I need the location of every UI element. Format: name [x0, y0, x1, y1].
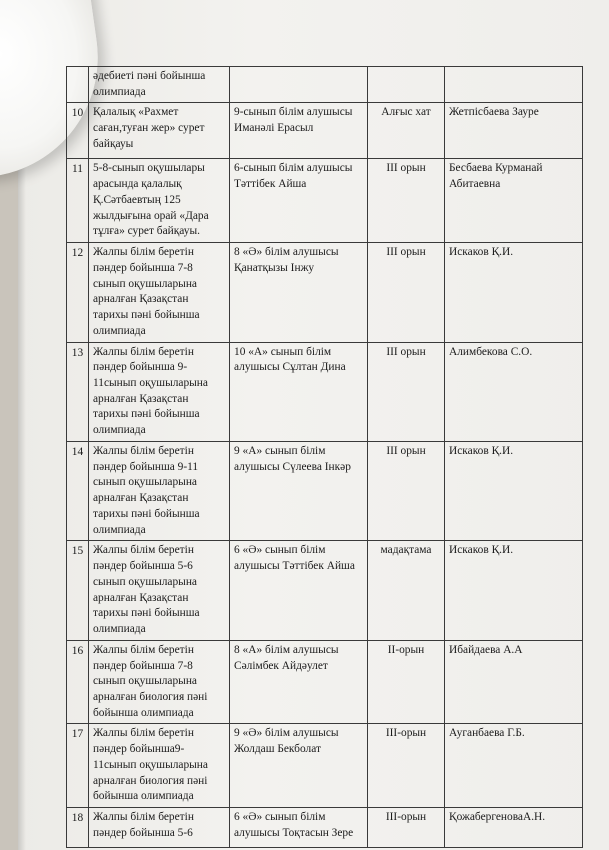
award-cell: Алғыс хат [368, 103, 445, 159]
row-number: 13 [67, 342, 89, 441]
row-number: 15 [67, 541, 89, 640]
student-cell: 6-сынып білім алушысы Тәттібек Айша [230, 159, 368, 243]
event-cell: әдебиеті пәні бойынша олимпиада [89, 67, 230, 103]
teacher-cell: Жетпісбаева Зауре [445, 103, 583, 159]
event-cell: Жалпы білім беретін пәндер бойынша 5-6 сынып оқушыларына арналған Қазақстан тарихы пәні бойынша олимпиада [89, 541, 230, 640]
student-cell: 9 «Ә» білім алушысы Жолдаш Бекболат [230, 724, 368, 808]
award-cell: ІІІ орын [368, 243, 445, 342]
student-cell: 9-сынып білім алушысы Иманәлі Ерасыл [230, 103, 368, 159]
event-cell: Жалпы білім беретін пәндер бойынша 9-11 сынып оқушыларына арналған Қазақстан тарихы пәні бойынша олимпиада [89, 441, 230, 540]
award-cell [368, 67, 445, 103]
event-cell: 5-8-сынып оқушылары арасында қалалық Қ.Сәтбаевтың 125 жылдығына орай «Дара тұлға» сурет байқауы. [89, 159, 230, 243]
teacher-cell: Ибайдаева А.А [445, 640, 583, 724]
teacher-cell: Ауганбаева Г.Б. [445, 724, 583, 808]
student-cell [230, 67, 368, 103]
row-number: 16 [67, 640, 89, 724]
student-cell: 6 «Ә» сынып білім алушысы Тоқтасын Зере [230, 808, 368, 848]
row-number: 17 [67, 724, 89, 808]
row-number: 12 [67, 243, 89, 342]
event-cell: Жалпы білім беретін пәндер бойынша 7-8 сынып оқушыларына арналған биология пәні бойынша олимпиада [89, 640, 230, 724]
event-cell: Жалпы білім беретін пәндер бойынша 9-11сынып оқушыларына арналған Қазақстан тарихы пәні бойынша олимпиада [89, 342, 230, 441]
table-row [67, 640, 583, 724]
student-cell: 10 «А» сынып білім алушысы Сұлтан Дина [230, 342, 368, 441]
table-row [67, 67, 583, 103]
row-number: 10 [67, 103, 89, 159]
event-cell: Жалпы білім беретін пәндер бойынша9-11сынып оқушыларына арналған биология пәні бойынша олимпиада [89, 724, 230, 808]
award-cell: ІІІ орын [368, 441, 445, 540]
award-cell: ІІІ орын [368, 342, 445, 441]
award-cell: мадақтама [368, 541, 445, 640]
teacher-cell: Искаков Қ.И. [445, 541, 583, 640]
teacher-cell: Искаков Қ.И. [445, 243, 583, 342]
teacher-cell [445, 67, 583, 103]
event-cell: Жалпы білім беретін пәндер бойынша 5-6 [89, 808, 230, 848]
table-row [67, 342, 583, 441]
awards-table [66, 66, 583, 848]
event-cell: Қалалық «Рахмет саған,туған жер» сурет байқауы [89, 103, 230, 159]
row-number: 11 [67, 159, 89, 243]
table-row [67, 159, 583, 243]
student-cell: 6 «Ә» сынып білім алушысы Тәттібек Айша [230, 541, 368, 640]
teacher-cell: Бесбаева Курманай Абитаевна [445, 159, 583, 243]
row-number: 18 [67, 808, 89, 848]
teacher-cell: Алимбекова С.О. [445, 342, 583, 441]
award-cell: ІІІ орын [368, 159, 445, 243]
student-cell: 8 «А» білім алушысы Сәлімбек Айдәулет [230, 640, 368, 724]
student-cell: 8 «Ә» білім алушысы Қанатқызы Інжу [230, 243, 368, 342]
table-row [67, 243, 583, 342]
award-cell: ІІІ-орын [368, 724, 445, 808]
table-row [67, 103, 583, 159]
teacher-cell: Искаков Қ.И. [445, 441, 583, 540]
row-number: 14 [67, 441, 89, 540]
award-cell: ІІІ-орын [368, 808, 445, 848]
table-row [67, 808, 583, 848]
award-cell: ІІ-орын [368, 640, 445, 724]
student-cell: 9 «А» сынып білім алушысы Сүлеева Інкәр [230, 441, 368, 540]
teacher-cell: ҚожабергеноваА.Н. [445, 808, 583, 848]
row-number [67, 67, 89, 103]
table-row [67, 441, 583, 540]
event-cell: Жалпы білім беретін пәндер бойынша 7-8 сынып оқушыларына арналған Қазақстан тарихы пәні бойынша олимпиада [89, 243, 230, 342]
table-row [67, 541, 583, 640]
table-row [67, 724, 583, 808]
